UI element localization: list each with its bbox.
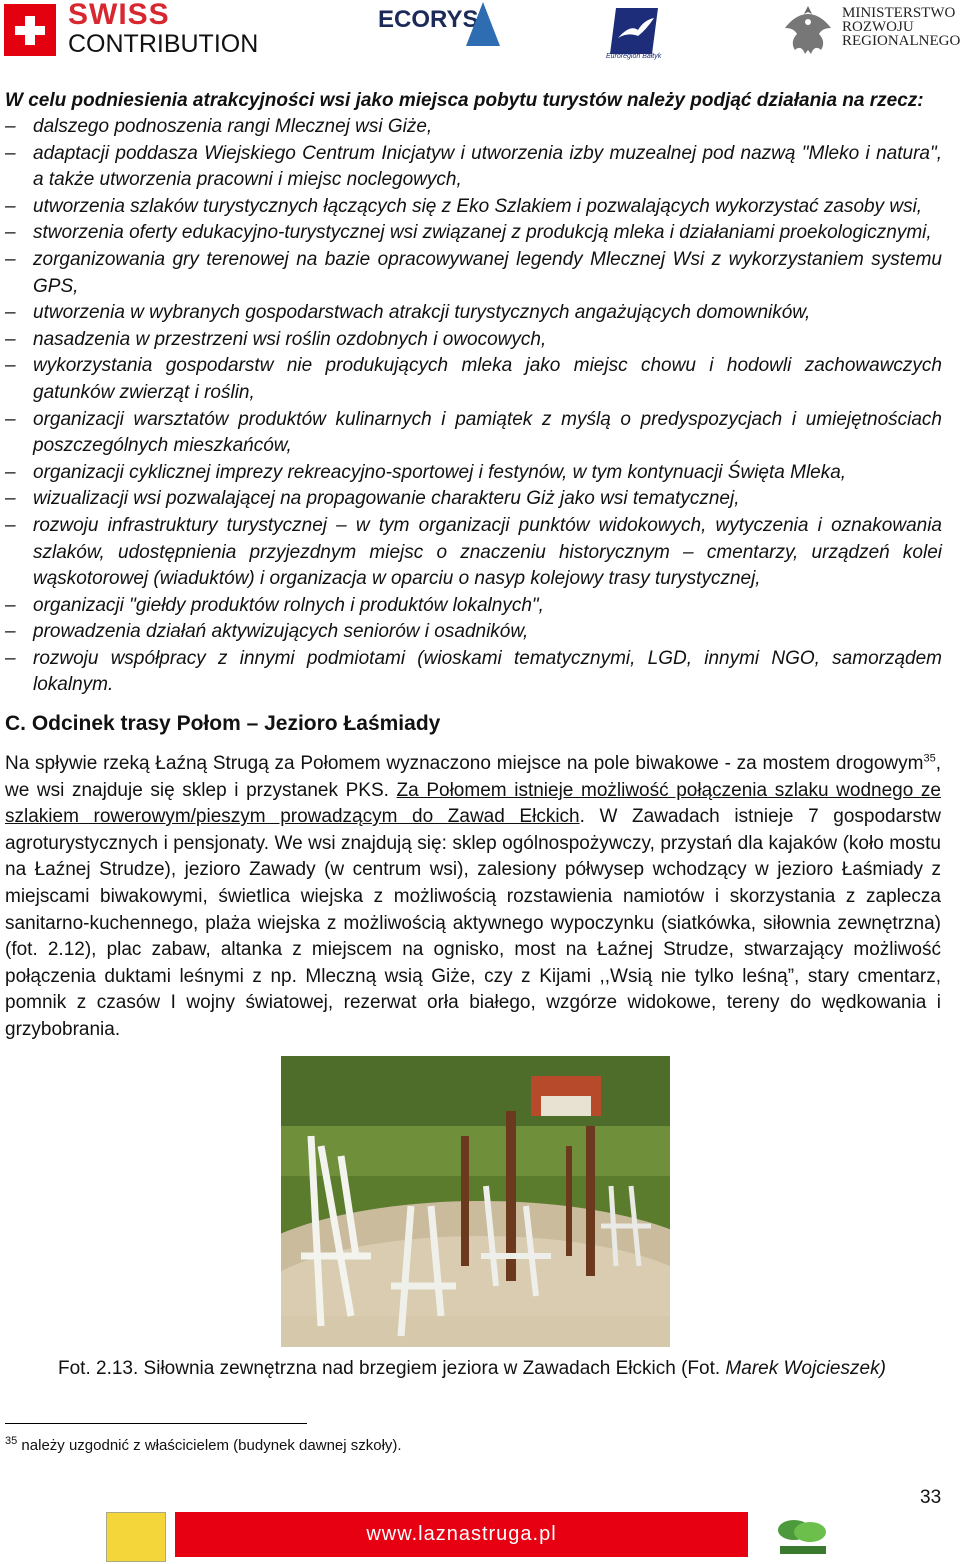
dash-bullet: – bbox=[5, 408, 16, 430]
ministry-logo-text: MINISTERSTWO ROZWOJU REGIONALNEGO bbox=[842, 5, 960, 49]
action-list bbox=[5, 114, 942, 699]
list-item: – wizualizacji wsi pozwalającej na propagowanie charakteru Giż jako wsi tematycznej, bbox=[5, 486, 942, 513]
dash-bullet: – bbox=[5, 488, 16, 510]
contribution-logo-text: CONTRIBUTION bbox=[68, 30, 259, 58]
list-item: – stworzenia oferty edukacyjno-turystycznej wsi związanej z produkcją mleka i działaniami proekologicznymi, bbox=[5, 220, 942, 247]
footer-url[interactable]: www.laznastruga.pl bbox=[366, 1523, 557, 1545]
footnote: $^{35}$ należy uzgodnić z właścicielem (budynek dawnej szkoły). bbox=[5, 1435, 402, 1454]
euroregion-caption: Euroregion Bałtyk bbox=[606, 53, 662, 60]
dash-bullet: – bbox=[5, 461, 16, 483]
intro-heading: W celu podniesienia atrakcyjności wsi jako miejsca pobytu turystów należy podjąć działania na rzecz: bbox=[5, 90, 924, 111]
list-item: – organizacji cyklicznej imprezy rekreacyjno-sportowej i festynów, w tym kontynuacji Święta Mleka, bbox=[5, 460, 942, 487]
list-item: – utworzenia w wybranych gospodarstwach atrakcji turystycznych angażujących domowników, bbox=[5, 300, 942, 327]
list-item: – wykorzystania gospodarstw nie produkujących mleka jako miejsc chowu i hodowli zachowawczych gatunków zwierząt i roślin, bbox=[5, 355, 942, 403]
footnote-divider bbox=[5, 1423, 307, 1424]
swiss-logo-text: SWISS bbox=[68, 0, 170, 31]
dash-bullet: – bbox=[5, 328, 16, 350]
dash-bullet: – bbox=[5, 594, 16, 616]
list-item: – prowadzenia działań aktywizujących seniorów i osadników, bbox=[5, 619, 942, 646]
list-item: – adaptacji poddasza Wiejskiego Centrum Inicjatyw i utworzenia izby muzealnej pod nazwą "Mleko i natura", a także utworzenia pracowni i miejsc noclegowych, bbox=[5, 142, 942, 191]
ecorys-logo: ECORYS bbox=[378, 6, 479, 33]
outdoor-gym-photo bbox=[281, 1056, 670, 1347]
dash-bullet: – bbox=[5, 195, 16, 217]
list-item: – utworzenia szlaków turystycznych łączących się z Eko Szlakiem i pozwalających wykorzystać zasoby wsi, bbox=[5, 194, 942, 221]
page-number: 33 bbox=[920, 1487, 942, 1508]
list-item: – organizacji "giełdy produktów rolnych i produktów lokalnych", bbox=[5, 593, 942, 620]
list-item: – zorganizowania gry terenowej na bazie opracowywanej legendy Mlecznej Wsi z wykorzystaniem systemu GPS, bbox=[5, 248, 942, 297]
dash-bullet: – bbox=[5, 248, 16, 270]
body-paragraph: Na spływie rzeką Łaźną Strugą za Połomem wyznaczono miejsce na pole biwakowe - za mostem drogowym$^{35}$, we wsi znajduje się sklep i przystanek PKS. Za Połomem istnieje możliwość połączenia szlaku wodnego ze szlakiem rowerowym/pieszym prowadzącym do Zawad Ełckich. W Zawadach istnieje 7 gospodarstw agroturystycznych i pensjonaty. We wsi znajdują się: sklep ogólnospożywczy, przystań dla kajaków (koło mostu na Łaźnej Strudze), jezioro Zawady (w centrum wsi), zalesiony półwysep wchodzący w jezioro Łaśmiady z miejscami biwakowymi, świetlica wiejska z możliwością rozstawienia namiotów i skorzystania z zaplecza sanitarno-kuchennego, plaża wiejska z możliwością aktywnego wypoczynku (siatkówka, siłownia zewnętrzna) (fot. 2.12), plac zabaw, altanka z miejscem na ognisko, most na Łaźnej Strudze, stwarzający możliwość połączenia duktami leśnymi z np. Mleczną wsią Giże, czy z Kijami ,,Wsią nie tylko leśną”, stary cmentarz, pomnik z czasów I wojny światowej, rezerwat orła białego, wzgórze widokowe, tereny do wędkowania i grzybobrania. bbox=[5, 752, 941, 1040]
ecorys-triangle-icon bbox=[466, 2, 500, 46]
dash-bullet: – bbox=[5, 302, 16, 324]
underlined-sentence: Za Połomem istnieje możliwość połączenia szlaku wodnego ze szlakiem rowerowym/pieszym prowadzącym do Zawad Ełckich bbox=[5, 779, 941, 828]
list-item: – rozwoju infrastruktury turystycznej – w tym organizacji punktów widokowych, wytyczenia i oznakowania szlaków, udostępnienia przyjezdnym miejsc o znaczeniu historycznym – cmentarzy, urządzeń kolei wąskotorowej (wiaduktów) i organizacja w oparciu o nasyp kolejowy trasy turystycznej, bbox=[5, 514, 942, 590]
eagle-emblem-icon bbox=[781, 2, 835, 58]
dash-bullet: – bbox=[5, 142, 16, 164]
photo-caption: Fot. 2.13. Siłownia zewnętrzna nad brzegiem jeziora w Zawadach Ełckich (Fot. Marek Wojcieszek) bbox=[58, 1358, 886, 1379]
dash-bullet: – bbox=[5, 222, 16, 244]
footnote-reference: 35 bbox=[923, 752, 936, 765]
section-title: C. Odcinek trasy Połom – Jezioro Łaśmiady bbox=[5, 712, 441, 735]
dash-bullet: – bbox=[5, 647, 16, 669]
dash-bullet: – bbox=[5, 514, 16, 536]
list-item: – nasadzenia w przestrzeni wsi roślin ozdobnych i owocowych, bbox=[5, 327, 942, 354]
list-item: – organizacji warsztatów produktów kulinarnych i pamiątek z myślą o predyspozycjach i umiejętnościach poszczególnych mieszkańców, bbox=[5, 408, 942, 457]
eco-leaf-logo-icon bbox=[772, 1510, 832, 1560]
list-item: – dalszego podnoszenia rangi Mlecznej wsi Giże, bbox=[5, 114, 942, 141]
dash-bullet: – bbox=[5, 621, 16, 643]
dash-bullet: – bbox=[5, 116, 16, 137]
swiss-flag-icon bbox=[4, 4, 56, 56]
dash-bullet: – bbox=[5, 355, 16, 377]
list-item: – rozwoju współpracy z innymi podmiotami (wioskami tematycznymi, LGD, innymi NGO, samorządem lokalnym. bbox=[5, 647, 942, 696]
seagull-logo-icon bbox=[608, 6, 660, 56]
partner-badge-logo bbox=[106, 1512, 166, 1562]
